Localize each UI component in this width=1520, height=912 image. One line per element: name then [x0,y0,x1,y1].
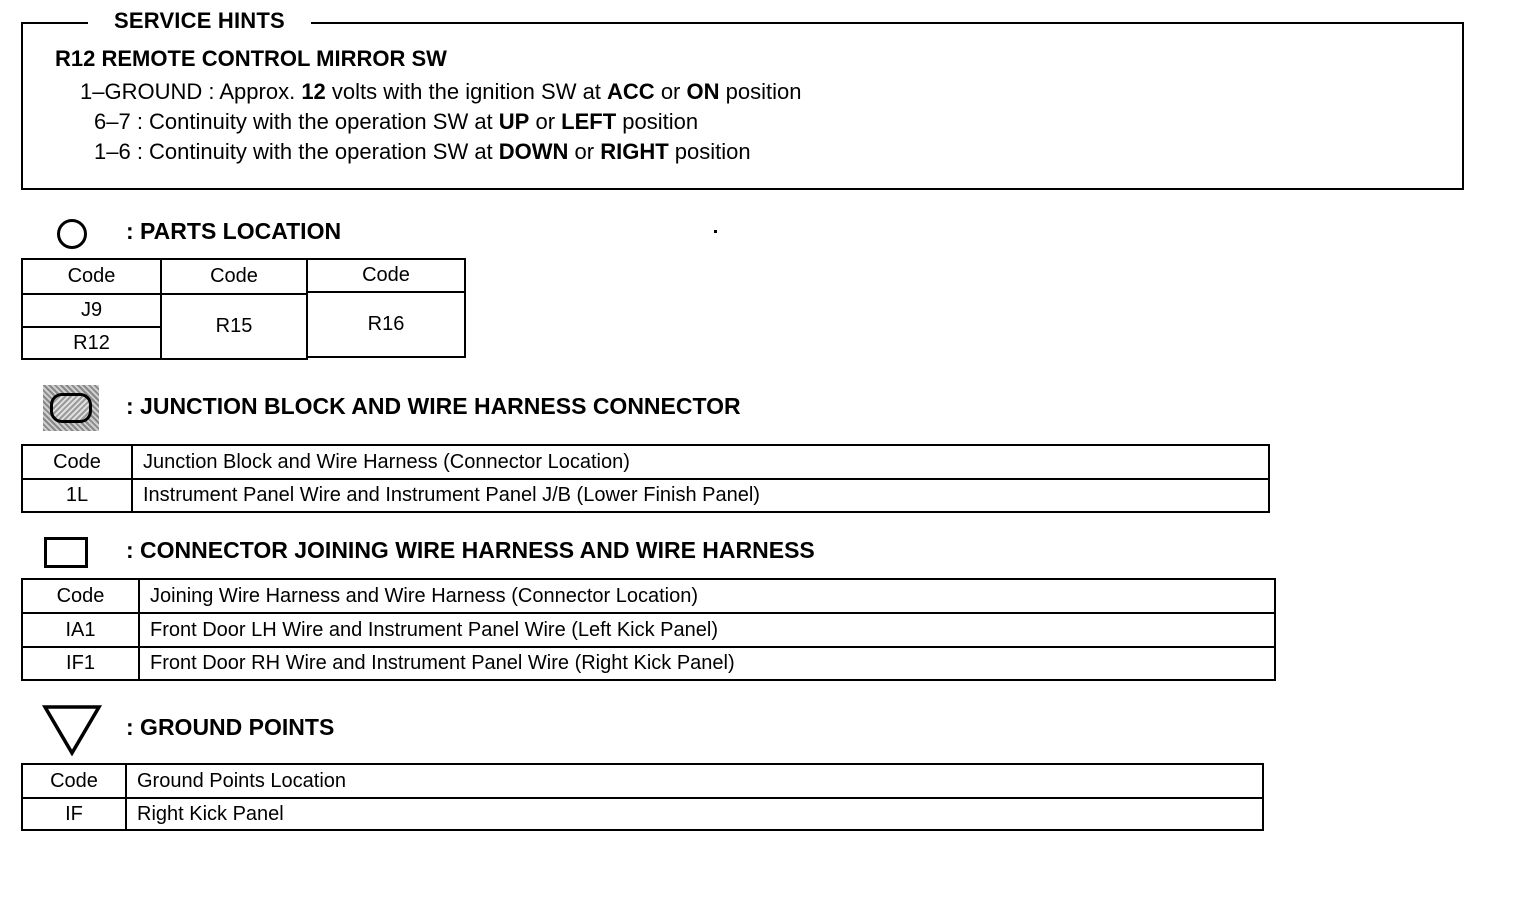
table-header-row [22,764,1263,798]
table-row [22,613,1275,647]
table-row [22,647,1275,680]
cell-code: IF [22,798,126,830]
hint-line-1: 1–GROUND : Approx. 12 volts with the ignition SW at ACC or ON position [80,79,802,104]
junction-block-table [21,444,1270,513]
parts-location-table [21,258,469,360]
connector-joining-title: : CONNECTOR JOINING WIRE HARNESS AND WIRE HARNESS [126,537,815,563]
table-header-row [22,579,1275,613]
hint-line-3: 1–6 : Continuity with the operation SW at DOWN or RIGHT position [94,139,751,164]
parts-header-3: Code [306,258,466,293]
table-row [22,798,1263,830]
column-header-location: Ground Points Location [126,764,1263,798]
column-header-code: Code [22,579,139,613]
rectangle-icon [44,537,88,568]
cell-code: IF1 [22,647,139,680]
parts-header-2: Code [160,258,308,295]
circle-icon [57,219,87,249]
parts-cell-j9: J9 [21,293,162,328]
parts-header-1: Code [21,258,162,295]
cell-code: IA1 [22,613,139,647]
service-hints-heading: R12 REMOTE CONTROL MIRROR SW [55,46,447,71]
parts-cell-r16: R16 [306,291,466,358]
ground-points-table [21,763,1264,831]
column-header-code: Code [22,764,126,798]
hint-line-2: 6–7 : Continuity with the operation SW at UP or LEFT position [94,109,699,134]
cell-location: Instrument Panel Wire and Instrument Panel J/B (Lower Finish Panel) [132,479,1269,512]
cell-code: 1L [22,479,132,512]
table-header-row [22,445,1269,479]
stray-dot [714,230,717,233]
parts-cell-r12: R12 [21,326,162,360]
connector-joining-table [21,578,1276,681]
shaded-rounded-box-icon [43,385,99,431]
column-header-code: Code [22,445,132,479]
service-hints-title: SERVICE HINTS [88,8,311,34]
cell-location: Front Door LH Wire and Instrument Panel Wire (Left Kick Panel) [139,613,1275,647]
column-header-location: Junction Block and Wire Harness (Connector Location) [132,445,1269,479]
cell-location: Front Door RH Wire and Instrument Panel Wire (Right Kick Panel) [139,647,1275,680]
parts-cell-r15: R15 [160,293,308,360]
table-row [22,479,1269,512]
down-triangle-icon [42,704,102,756]
parts-location-title: : PARTS LOCATION [126,218,342,244]
cell-location: Right Kick Panel [126,798,1263,830]
column-header-location: Joining Wire Harness and Wire Harness (Connector Location) [139,579,1275,613]
ground-points-title: : GROUND POINTS [126,714,335,740]
junction-block-title: : JUNCTION BLOCK AND WIRE HARNESS CONNECTOR [126,393,741,419]
